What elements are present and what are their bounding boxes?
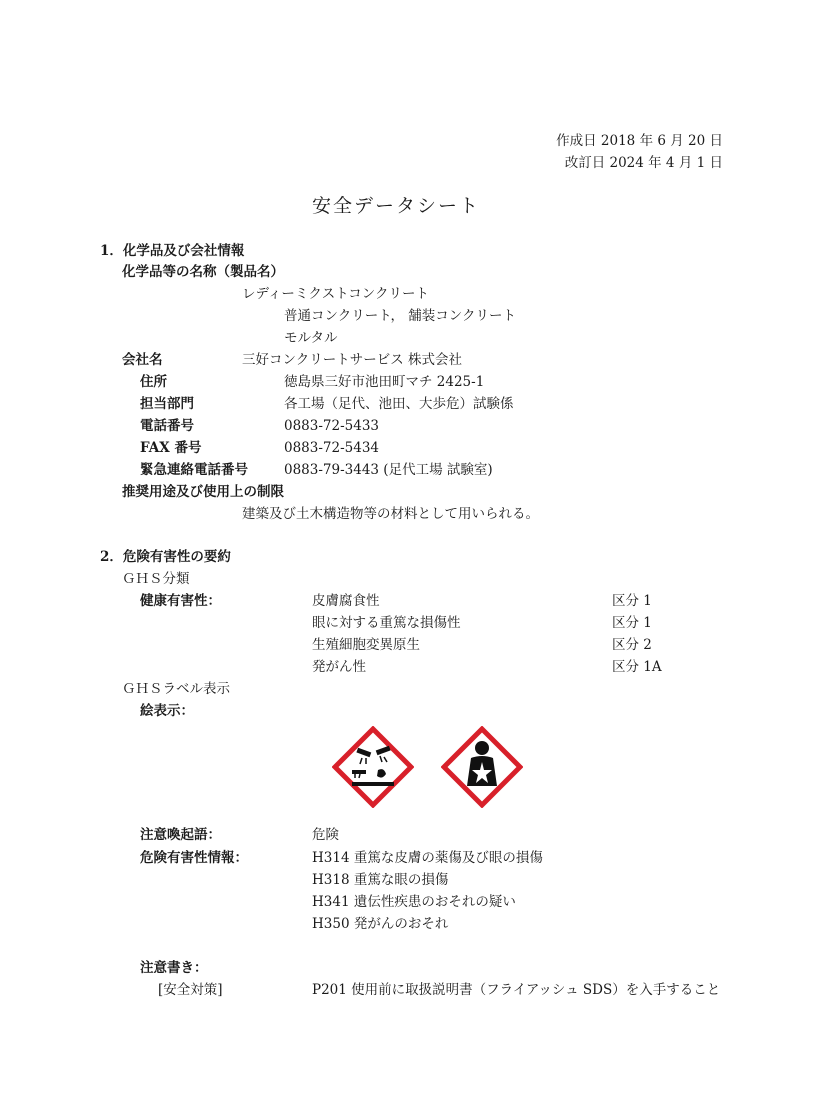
company-value: 三好コンクリートサービス 株式会社 — [242, 352, 463, 368]
signal-word-value: 危険 — [312, 827, 339, 843]
health-hazard-icon — [441, 726, 523, 808]
hazard-category: 区分 1 — [612, 615, 652, 631]
phone-value: 0883-72-5433 — [284, 418, 380, 434]
product-main: レディーミクストコンクリート — [242, 286, 429, 302]
emergency-label: 緊急連絡電話番号 — [140, 462, 248, 478]
safety-measures-label: [安全対策] — [158, 982, 223, 998]
hazard-statement: H314 重篤な皮膚の薬傷及び眼の損傷 — [312, 850, 543, 866]
hazard-name: 眼に対する重篤な損傷性 — [312, 615, 461, 631]
product-sub1: 普通コンクリート， 舗装コンクリート — [284, 308, 517, 324]
product-name-label: 化学品等の名称（製品名） — [122, 264, 284, 280]
hazard-category: 区分 2 — [612, 637, 652, 653]
document-title: 安全データシート — [312, 195, 481, 217]
use-label: 推奨用途及び使用上の制限 — [122, 484, 284, 500]
hazard-statement: H350 発がんのおそれ — [312, 916, 449, 932]
created-date: 作成日 2018 年 6 月 20 日 — [556, 133, 723, 149]
hazard-statement: H341 遺伝性疾患のおそれの疑い — [312, 894, 516, 910]
ghs-class-label: ＧＨＳ分類 — [122, 571, 190, 587]
hazard-statement: H318 重篤な眼の損傷 — [312, 872, 449, 888]
pictogram-label: 絵表示： — [140, 703, 194, 719]
address-value: 徳島県三好市池田町マチ 2425-1 — [284, 374, 485, 390]
fax-value: 0883-72-5434 — [284, 440, 380, 456]
hazard-name: 生殖細胞変異原生 — [312, 637, 420, 653]
dept-value: 各工場（足代、池田、大歩危）試験係 — [284, 396, 514, 412]
precaution-label: 注意書き： — [140, 960, 208, 976]
health-hazard-label: 健康有害性： — [140, 593, 221, 609]
use-value: 建築及び土木構造物等の材料として用いられる。 — [242, 506, 539, 522]
hazard-name: 発がん性 — [312, 659, 366, 675]
dept-label: 担当部門 — [140, 396, 194, 412]
hazard-info-label: 危険有害性情報： — [140, 850, 248, 866]
section2-heading: 2．危険有害性の要約 — [100, 549, 231, 565]
hazard-category: 区分 1 — [612, 593, 652, 609]
revised-date: 改訂日 2024 年 4 月 1 日 — [564, 155, 723, 171]
company-label: 会社名 — [122, 352, 163, 368]
signal-word-label: 注意喚起語： — [140, 827, 221, 843]
hazard-name: 皮膚腐食性 — [312, 593, 380, 609]
product-sub2: モルタル — [284, 330, 338, 346]
address-label: 住所 — [140, 374, 167, 390]
section1-heading: 1．化学品及び会社情報 — [100, 243, 245, 259]
safety-measures-value: P201 使用前に取扱説明書（フライアッシュ SDS）を入手すること — [312, 982, 721, 998]
phone-label: 電話番号 — [140, 418, 194, 434]
hazard-category: 区分 1A — [612, 659, 662, 675]
ghs-label-label: ＧＨＳラベル表示 — [122, 681, 230, 697]
fax-label: FAX 番号 — [140, 440, 202, 456]
corrosion-icon — [332, 726, 414, 808]
emergency-value: 0883-79-3443 (足代工場 試験室) — [284, 462, 493, 478]
